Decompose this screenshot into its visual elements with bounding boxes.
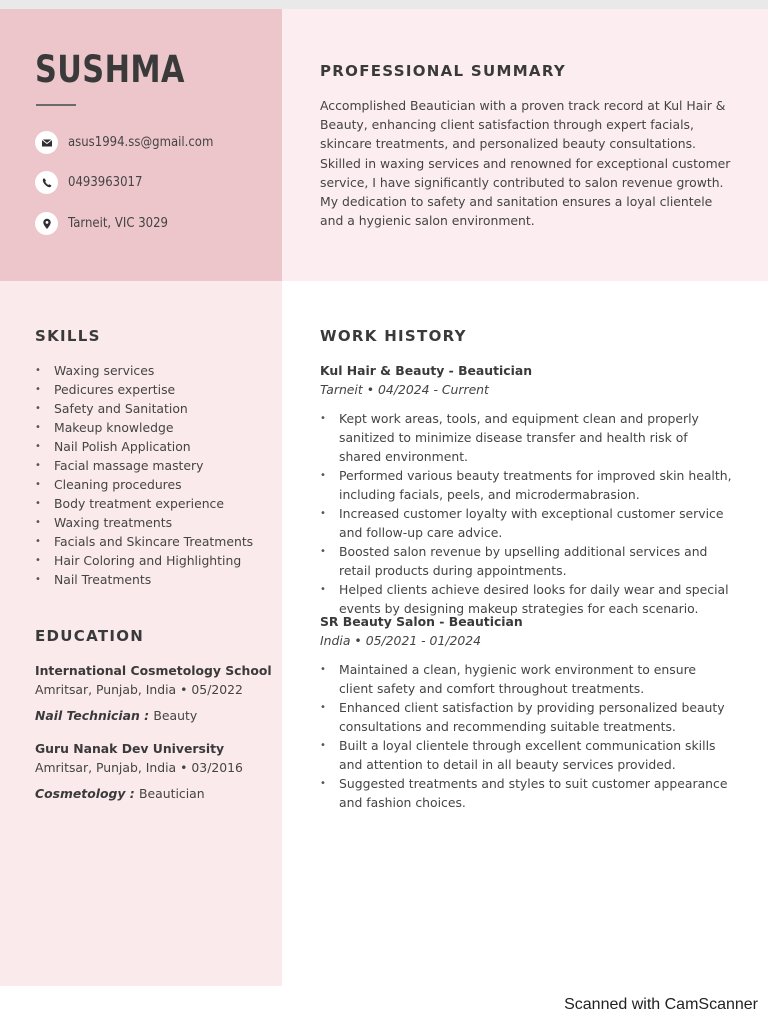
phone-text: 0493963017 [68, 175, 143, 190]
education-date: 03/2016 [191, 760, 243, 775]
job-bullet: • Suggested treatments and styles to suit customer appearance and fashion choices. [320, 774, 732, 812]
skill-item: • Nail Polish Application [35, 437, 253, 456]
education-heading: EDUCATION [35, 627, 145, 645]
education-location: Amritsar, Punjab, India [35, 682, 177, 697]
job-bullet: • Helped clients achieve desired looks for daily wear and special events by designing makeup strategies for each scenario. [320, 580, 732, 618]
skill-item: • Hair Coloring and Highlighting [35, 551, 253, 570]
summary-heading: PROFESSIONAL SUMMARY [320, 62, 567, 80]
job-title: SR Beauty Salon - Beautician [320, 614, 523, 629]
skills-heading: SKILLS [35, 327, 101, 345]
job-bullet: • Boosted salon revenue by upselling additional services and retail products during appointments. [320, 542, 732, 580]
education-field: Beauty [153, 708, 198, 723]
summary-text: Accomplished Beautician with a proven track record at Kul Hair & Beauty, enhancing client satisfaction through expert facials, skincare treatments, and personalized beauty consultations. Skilled in waxing services and renowned for exceptional customer service, I have significantly contributed to salon revenue growth. My dedication to safety and sanitation ensures a loyal clientele and a hygienic salon environment. [320, 98, 731, 229]
skill-item: • Waxing treatments [35, 513, 253, 532]
skill-item: • Facial massage mastery [35, 456, 253, 475]
education-date: 05/2022 [191, 682, 243, 697]
contact-location [35, 212, 179, 235]
education-degree-line [35, 708, 197, 723]
education-degree-line [35, 786, 205, 801]
separator-dot: • [180, 760, 188, 775]
skill-item: • Pedicures expertise [35, 380, 253, 399]
location-pin-icon [35, 212, 58, 235]
education-school: International Cosmetology School [35, 663, 272, 678]
job-bullet: • Kept work areas, tools, and equipment clean and properly sanitized to minimize disease transfer and health risk of shared environment. [320, 409, 732, 466]
job-meta [320, 382, 489, 397]
scan-border-top [0, 0, 768, 9]
separator-dot: • [180, 682, 188, 697]
education-location: Amritsar, Punjab, India [35, 760, 177, 775]
job-bullets [320, 660, 732, 812]
skill-item: • Nail Treatments [35, 570, 253, 589]
name-divider [36, 104, 76, 106]
envelope-icon [35, 131, 58, 154]
job-bullet: • Enhanced client satisfaction by providing personalized beauty consultations and recommending suitable treatments. [320, 698, 732, 736]
job-bullet: • Increased customer loyalty with exceptional customer service and follow-up care advice. [320, 504, 732, 542]
job-bullet: • Built a loyal clientele through excellent communication skills and attention to detail in all beauty services provided. [320, 736, 732, 774]
job-meta [320, 633, 481, 648]
phone-icon [35, 171, 58, 194]
education-degree: Nail Technician [35, 708, 140, 723]
email-text: asus1994.ss@gmail.com [68, 135, 214, 150]
job-bullet: • Maintained a clean, hygienic work environment to ensure client safety and comfort throughout treatments. [320, 660, 732, 698]
skill-item: • Safety and Sanitation [35, 399, 253, 418]
work-heading: WORK HISTORY [320, 327, 467, 345]
degree-separator: : [125, 786, 140, 801]
job-dates: 05/2021 - 01/2024 [365, 633, 482, 648]
education-meta [35, 682, 243, 697]
contact-email [35, 131, 230, 154]
skills-list [35, 361, 253, 589]
degree-separator: : [139, 708, 154, 723]
job-title: Kul Hair & Beauty - Beautician [320, 363, 533, 378]
skill-item: • Waxing services [35, 361, 253, 380]
skill-item: • Body treatment experience [35, 494, 253, 513]
job-location: India [320, 633, 351, 648]
job-bullet: • Performed various beauty treatments for improved skin health, including facials, peels, and microdermabrasion. [320, 466, 732, 504]
education-school: Guru Nanak Dev University [35, 741, 225, 756]
location-text: Tarneit, VIC 3029 [68, 216, 168, 231]
scanner-watermark: Scanned with CamScanner [564, 996, 758, 1013]
separator-dot: • [366, 382, 375, 397]
job-dates: 04/2024 - Current [378, 382, 489, 397]
job-location: Tarneit [320, 382, 363, 397]
education-degree: Cosmetology [35, 786, 126, 801]
contact-phone [35, 171, 151, 194]
skill-item: • Makeup knowledge [35, 418, 253, 437]
job-bullets [320, 409, 732, 618]
skill-item: • Cleaning procedures [35, 475, 253, 494]
candidate-name: SUSHMA [35, 48, 185, 91]
skill-item: • Facials and Skincare Treatments [35, 532, 253, 551]
education-field: Beautician [139, 786, 205, 801]
separator-dot: • [354, 633, 362, 648]
education-meta [35, 760, 243, 775]
